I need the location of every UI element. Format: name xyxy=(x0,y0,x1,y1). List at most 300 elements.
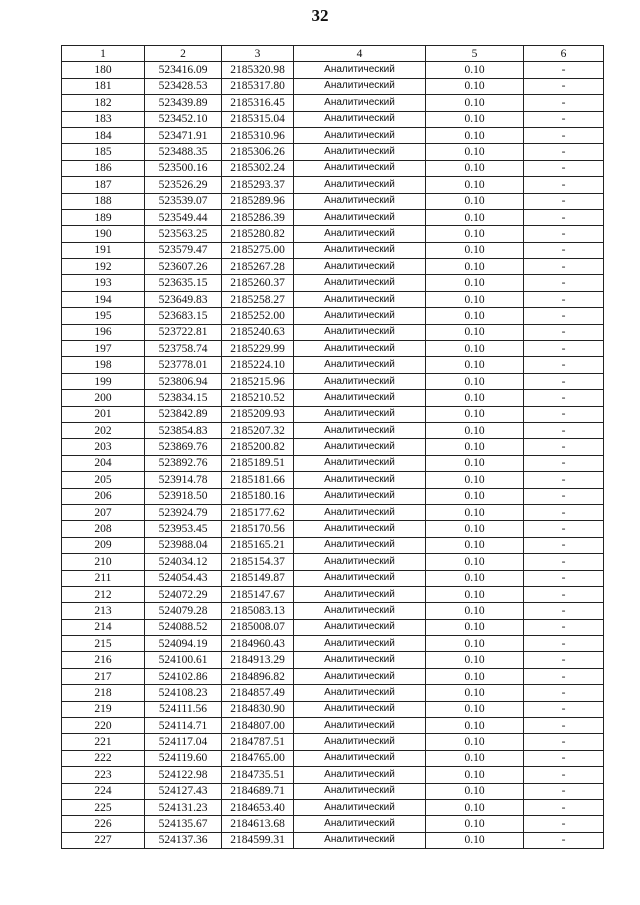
y-coordinate-cell: 2185181.66 xyxy=(222,472,294,488)
method-cell: Аналитический xyxy=(294,308,426,324)
accuracy-cell: 0.10 xyxy=(426,685,524,701)
method-cell: Аналитический xyxy=(294,586,426,602)
accuracy-cell: 0.10 xyxy=(426,160,524,176)
table-row xyxy=(62,668,604,684)
column-header-3: 3 xyxy=(222,46,294,62)
y-coordinate-cell: 2184653.40 xyxy=(222,799,294,815)
table-row xyxy=(62,242,604,258)
note-cell: - xyxy=(524,439,604,455)
accuracy-cell: 0.10 xyxy=(426,422,524,438)
table-row xyxy=(62,291,604,307)
page-number: 32 xyxy=(311,6,329,25)
note-cell: - xyxy=(524,734,604,750)
point-number-cell: 214 xyxy=(62,619,145,635)
note-cell: - xyxy=(524,521,604,537)
method-cell: Аналитический xyxy=(294,373,426,389)
method-cell: Аналитический xyxy=(294,488,426,504)
y-coordinate-cell: 2185224.10 xyxy=(222,357,294,373)
table-row xyxy=(62,472,604,488)
y-coordinate-cell: 2185302.24 xyxy=(222,160,294,176)
table-row xyxy=(62,816,604,832)
note-cell: - xyxy=(524,373,604,389)
method-cell: Аналитический xyxy=(294,127,426,143)
y-coordinate-cell: 2185189.51 xyxy=(222,455,294,471)
point-number-cell: 212 xyxy=(62,586,145,602)
method-cell: Аналитический xyxy=(294,701,426,717)
y-coordinate-cell: 2185083.13 xyxy=(222,603,294,619)
accuracy-cell: 0.10 xyxy=(426,734,524,750)
x-coordinate-cell: 523834.15 xyxy=(145,390,222,406)
y-coordinate-cell: 2185252.00 xyxy=(222,308,294,324)
point-number-cell: 183 xyxy=(62,111,145,127)
x-coordinate-cell: 524114.71 xyxy=(145,718,222,734)
y-coordinate-cell: 2185286.39 xyxy=(222,209,294,225)
method-cell: Аналитический xyxy=(294,750,426,766)
note-cell: - xyxy=(524,111,604,127)
y-coordinate-cell: 2184857.49 xyxy=(222,685,294,701)
table-row xyxy=(62,685,604,701)
note-cell: - xyxy=(524,341,604,357)
method-cell: Аналитический xyxy=(294,636,426,652)
accuracy-cell: 0.10 xyxy=(426,718,524,734)
note-cell: - xyxy=(524,718,604,734)
note-cell: - xyxy=(524,324,604,340)
table-row xyxy=(62,832,604,848)
y-coordinate-cell: 2184787.51 xyxy=(222,734,294,750)
method-cell: Аналитический xyxy=(294,422,426,438)
x-coordinate-cell: 523488.35 xyxy=(145,144,222,160)
column-header-5: 5 xyxy=(426,46,524,62)
method-cell: Аналитический xyxy=(294,652,426,668)
note-cell: - xyxy=(524,357,604,373)
accuracy-cell: 0.10 xyxy=(426,193,524,209)
note-cell: - xyxy=(524,701,604,717)
note-cell: - xyxy=(524,177,604,193)
table-row xyxy=(62,455,604,471)
y-coordinate-cell: 2185154.37 xyxy=(222,554,294,570)
accuracy-cell: 0.10 xyxy=(426,652,524,668)
note-cell: - xyxy=(524,259,604,275)
accuracy-cell: 0.10 xyxy=(426,767,524,783)
point-number-cell: 189 xyxy=(62,209,145,225)
x-coordinate-cell: 524088.52 xyxy=(145,619,222,635)
point-number-cell: 185 xyxy=(62,144,145,160)
x-coordinate-cell: 524117.04 xyxy=(145,734,222,750)
x-coordinate-cell: 523854.83 xyxy=(145,422,222,438)
note-cell: - xyxy=(524,504,604,520)
x-coordinate-cell: 523452.10 xyxy=(145,111,222,127)
method-cell: Аналитический xyxy=(294,341,426,357)
y-coordinate-cell: 2184735.51 xyxy=(222,767,294,783)
accuracy-cell: 0.10 xyxy=(426,341,524,357)
method-cell: Аналитический xyxy=(294,324,426,340)
note-cell: - xyxy=(524,209,604,225)
point-number-cell: 190 xyxy=(62,226,145,242)
method-cell: Аналитический xyxy=(294,816,426,832)
point-number-cell: 210 xyxy=(62,554,145,570)
table-row xyxy=(62,144,604,160)
method-cell: Аналитический xyxy=(294,95,426,111)
method-cell: Аналитический xyxy=(294,718,426,734)
y-coordinate-cell: 2184830.90 xyxy=(222,701,294,717)
accuracy-cell: 0.10 xyxy=(426,390,524,406)
method-cell: Аналитический xyxy=(294,767,426,783)
accuracy-cell: 0.10 xyxy=(426,111,524,127)
point-number-cell: 204 xyxy=(62,455,145,471)
method-cell: Аналитический xyxy=(294,832,426,848)
table-row xyxy=(62,226,604,242)
x-coordinate-cell: 523953.45 xyxy=(145,521,222,537)
method-cell: Аналитический xyxy=(294,160,426,176)
note-cell: - xyxy=(524,160,604,176)
y-coordinate-cell: 2184807.00 xyxy=(222,718,294,734)
y-coordinate-cell: 2184913.29 xyxy=(222,652,294,668)
method-cell: Аналитический xyxy=(294,62,426,78)
method-cell: Аналитический xyxy=(294,554,426,570)
point-number-cell: 209 xyxy=(62,537,145,553)
x-coordinate-cell: 524102.86 xyxy=(145,668,222,684)
table-row xyxy=(62,95,604,111)
column-header-6: 6 xyxy=(524,46,604,62)
x-coordinate-cell: 524122.98 xyxy=(145,767,222,783)
accuracy-cell: 0.10 xyxy=(426,373,524,389)
y-coordinate-cell: 2185207.32 xyxy=(222,422,294,438)
accuracy-cell: 0.10 xyxy=(426,259,524,275)
table-row xyxy=(62,521,604,537)
y-coordinate-cell: 2184765.00 xyxy=(222,750,294,766)
x-coordinate-cell: 523579.47 xyxy=(145,242,222,258)
table-row xyxy=(62,570,604,586)
point-number-cell: 198 xyxy=(62,357,145,373)
y-coordinate-cell: 2185317.80 xyxy=(222,78,294,94)
note-cell: - xyxy=(524,390,604,406)
y-coordinate-cell: 2185229.99 xyxy=(222,341,294,357)
accuracy-cell: 0.10 xyxy=(426,177,524,193)
table-row xyxy=(62,341,604,357)
method-cell: Аналитический xyxy=(294,455,426,471)
method-cell: Аналитический xyxy=(294,783,426,799)
table-header xyxy=(62,46,604,62)
point-number-cell: 220 xyxy=(62,718,145,734)
table-row xyxy=(62,783,604,799)
point-number-cell: 186 xyxy=(62,160,145,176)
table-row xyxy=(62,373,604,389)
y-coordinate-cell: 2184896.82 xyxy=(222,668,294,684)
method-cell: Аналитический xyxy=(294,390,426,406)
accuracy-cell: 0.10 xyxy=(426,324,524,340)
point-number-cell: 195 xyxy=(62,308,145,324)
note-cell: - xyxy=(524,193,604,209)
note-cell: - xyxy=(524,455,604,471)
point-number-cell: 223 xyxy=(62,767,145,783)
method-cell: Аналитический xyxy=(294,603,426,619)
point-number-cell: 187 xyxy=(62,177,145,193)
accuracy-cell: 0.10 xyxy=(426,668,524,684)
note-cell: - xyxy=(524,570,604,586)
note-cell: - xyxy=(524,816,604,832)
x-coordinate-cell: 523758.74 xyxy=(145,341,222,357)
note-cell: - xyxy=(524,750,604,766)
y-coordinate-cell: 2185149.87 xyxy=(222,570,294,586)
point-number-cell: 206 xyxy=(62,488,145,504)
accuracy-cell: 0.10 xyxy=(426,291,524,307)
table-body xyxy=(62,62,604,849)
x-coordinate-cell: 524094.19 xyxy=(145,636,222,652)
y-coordinate-cell: 2185165.21 xyxy=(222,537,294,553)
point-number-cell: 192 xyxy=(62,259,145,275)
x-coordinate-cell: 524100.61 xyxy=(145,652,222,668)
method-cell: Аналитический xyxy=(294,521,426,537)
note-cell: - xyxy=(524,472,604,488)
accuracy-cell: 0.10 xyxy=(426,832,524,848)
table-row xyxy=(62,488,604,504)
note-cell: - xyxy=(524,799,604,815)
method-cell: Аналитический xyxy=(294,619,426,635)
note-cell: - xyxy=(524,95,604,111)
x-coordinate-cell: 523649.83 xyxy=(145,291,222,307)
x-coordinate-cell: 524137.36 xyxy=(145,832,222,848)
method-cell: Аналитический xyxy=(294,193,426,209)
accuracy-cell: 0.10 xyxy=(426,62,524,78)
y-coordinate-cell: 2185209.93 xyxy=(222,406,294,422)
table-row xyxy=(62,439,604,455)
note-cell: - xyxy=(524,685,604,701)
x-coordinate-cell: 523549.44 xyxy=(145,209,222,225)
method-cell: Аналитический xyxy=(294,144,426,160)
accuracy-cell: 0.10 xyxy=(426,537,524,553)
point-number-cell: 205 xyxy=(62,472,145,488)
y-coordinate-cell: 2185258.27 xyxy=(222,291,294,307)
table-row xyxy=(62,750,604,766)
accuracy-cell: 0.10 xyxy=(426,455,524,471)
point-number-cell: 184 xyxy=(62,127,145,143)
point-number-cell: 224 xyxy=(62,783,145,799)
x-coordinate-cell: 523918.50 xyxy=(145,488,222,504)
method-cell: Аналитический xyxy=(294,406,426,422)
method-cell: Аналитический xyxy=(294,78,426,94)
point-number-cell: 193 xyxy=(62,275,145,291)
table-row xyxy=(62,652,604,668)
point-number-cell: 188 xyxy=(62,193,145,209)
x-coordinate-cell: 523439.89 xyxy=(145,95,222,111)
table-row xyxy=(62,62,604,78)
x-coordinate-cell: 523914.78 xyxy=(145,472,222,488)
y-coordinate-cell: 2185147.67 xyxy=(222,586,294,602)
note-cell: - xyxy=(524,226,604,242)
point-number-cell: 217 xyxy=(62,668,145,684)
table-row xyxy=(62,603,604,619)
table-row xyxy=(62,259,604,275)
x-coordinate-cell: 524131.23 xyxy=(145,799,222,815)
y-coordinate-cell: 2185310.96 xyxy=(222,127,294,143)
accuracy-cell: 0.10 xyxy=(426,783,524,799)
note-cell: - xyxy=(524,144,604,160)
column-header-2: 2 xyxy=(145,46,222,62)
method-cell: Аналитический xyxy=(294,226,426,242)
x-coordinate-cell: 523471.91 xyxy=(145,127,222,143)
y-coordinate-cell: 2185170.56 xyxy=(222,521,294,537)
method-cell: Аналитический xyxy=(294,177,426,193)
point-number-cell: 203 xyxy=(62,439,145,455)
point-number-cell: 201 xyxy=(62,406,145,422)
accuracy-cell: 0.10 xyxy=(426,127,524,143)
x-coordinate-cell: 523428.53 xyxy=(145,78,222,94)
point-number-cell: 208 xyxy=(62,521,145,537)
y-coordinate-cell: 2185260.37 xyxy=(222,275,294,291)
accuracy-cell: 0.10 xyxy=(426,95,524,111)
table-row xyxy=(62,636,604,652)
y-coordinate-cell: 2184960.43 xyxy=(222,636,294,652)
point-number-cell: 182 xyxy=(62,95,145,111)
accuracy-cell: 0.10 xyxy=(426,521,524,537)
point-number-cell: 213 xyxy=(62,603,145,619)
method-cell: Аналитический xyxy=(294,357,426,373)
table-row xyxy=(62,406,604,422)
accuracy-cell: 0.10 xyxy=(426,144,524,160)
y-coordinate-cell: 2185267.28 xyxy=(222,259,294,275)
y-coordinate-cell: 2185306.26 xyxy=(222,144,294,160)
accuracy-cell: 0.10 xyxy=(426,472,524,488)
note-cell: - xyxy=(524,668,604,684)
table-row xyxy=(62,275,604,291)
note-cell: - xyxy=(524,767,604,783)
y-coordinate-cell: 2184613.68 xyxy=(222,816,294,832)
point-number-cell: 194 xyxy=(62,291,145,307)
note-cell: - xyxy=(524,488,604,504)
point-number-cell: 215 xyxy=(62,636,145,652)
table-row xyxy=(62,799,604,815)
x-coordinate-cell: 523539.07 xyxy=(145,193,222,209)
point-number-cell: 218 xyxy=(62,685,145,701)
x-coordinate-cell: 523635.15 xyxy=(145,275,222,291)
note-cell: - xyxy=(524,242,604,258)
note-cell: - xyxy=(524,406,604,422)
x-coordinate-cell: 523722.81 xyxy=(145,324,222,340)
table-row xyxy=(62,701,604,717)
note-cell: - xyxy=(524,308,604,324)
x-coordinate-cell: 523683.15 xyxy=(145,308,222,324)
table-row xyxy=(62,308,604,324)
accuracy-cell: 0.10 xyxy=(426,816,524,832)
table-row xyxy=(62,177,604,193)
accuracy-cell: 0.10 xyxy=(426,554,524,570)
method-cell: Аналитический xyxy=(294,275,426,291)
method-cell: Аналитический xyxy=(294,685,426,701)
table-row xyxy=(62,357,604,373)
note-cell: - xyxy=(524,554,604,570)
accuracy-cell: 0.10 xyxy=(426,357,524,373)
method-cell: Аналитический xyxy=(294,209,426,225)
note-cell: - xyxy=(524,832,604,848)
x-coordinate-cell: 523869.76 xyxy=(145,439,222,455)
table-row xyxy=(62,537,604,553)
accuracy-cell: 0.10 xyxy=(426,619,524,635)
table-row xyxy=(62,718,604,734)
point-number-cell: 227 xyxy=(62,832,145,848)
y-coordinate-cell: 2184599.31 xyxy=(222,832,294,848)
point-number-cell: 202 xyxy=(62,422,145,438)
y-coordinate-cell: 2185177.62 xyxy=(222,504,294,520)
point-number-cell: 226 xyxy=(62,816,145,832)
y-coordinate-cell: 2184689.71 xyxy=(222,783,294,799)
note-cell: - xyxy=(524,636,604,652)
accuracy-cell: 0.10 xyxy=(426,242,524,258)
column-header-1: 1 xyxy=(62,46,145,62)
x-coordinate-cell: 524108.23 xyxy=(145,685,222,701)
method-cell: Аналитический xyxy=(294,799,426,815)
method-cell: Аналитический xyxy=(294,668,426,684)
note-cell: - xyxy=(524,291,604,307)
method-cell: Аналитический xyxy=(294,734,426,750)
table-row xyxy=(62,767,604,783)
table-row xyxy=(62,554,604,570)
table-row xyxy=(62,619,604,635)
point-number-cell: 207 xyxy=(62,504,145,520)
accuracy-cell: 0.10 xyxy=(426,504,524,520)
accuracy-cell: 0.10 xyxy=(426,78,524,94)
x-coordinate-cell: 524072.29 xyxy=(145,586,222,602)
accuracy-cell: 0.10 xyxy=(426,488,524,504)
table-row xyxy=(62,390,604,406)
note-cell: - xyxy=(524,783,604,799)
accuracy-cell: 0.10 xyxy=(426,799,524,815)
method-cell: Аналитический xyxy=(294,472,426,488)
accuracy-cell: 0.10 xyxy=(426,701,524,717)
point-number-cell: 211 xyxy=(62,570,145,586)
point-number-cell: 181 xyxy=(62,78,145,94)
point-number-cell: 191 xyxy=(62,242,145,258)
note-cell: - xyxy=(524,78,604,94)
x-coordinate-cell: 523806.94 xyxy=(145,373,222,389)
x-coordinate-cell: 524079.28 xyxy=(145,603,222,619)
method-cell: Аналитический xyxy=(294,570,426,586)
x-coordinate-cell: 523526.29 xyxy=(145,177,222,193)
method-cell: Аналитический xyxy=(294,439,426,455)
x-coordinate-cell: 524135.67 xyxy=(145,816,222,832)
point-number-cell: 216 xyxy=(62,652,145,668)
accuracy-cell: 0.10 xyxy=(426,226,524,242)
x-coordinate-cell: 523924.79 xyxy=(145,504,222,520)
table-row xyxy=(62,422,604,438)
x-coordinate-cell: 524111.56 xyxy=(145,701,222,717)
note-cell: - xyxy=(524,603,604,619)
y-coordinate-cell: 2185293.37 xyxy=(222,177,294,193)
x-coordinate-cell: 523842.89 xyxy=(145,406,222,422)
method-cell: Аналитический xyxy=(294,291,426,307)
accuracy-cell: 0.10 xyxy=(426,275,524,291)
y-coordinate-cell: 2185289.96 xyxy=(222,193,294,209)
point-number-cell: 222 xyxy=(62,750,145,766)
y-coordinate-cell: 2185008.07 xyxy=(222,619,294,635)
y-coordinate-cell: 2185320.98 xyxy=(222,62,294,78)
x-coordinate-cell: 523607.26 xyxy=(145,259,222,275)
point-number-cell: 196 xyxy=(62,324,145,340)
note-cell: - xyxy=(524,586,604,602)
column-header-4: 4 xyxy=(294,46,426,62)
y-coordinate-cell: 2185280.82 xyxy=(222,226,294,242)
point-number-cell: 199 xyxy=(62,373,145,389)
method-cell: Аналитический xyxy=(294,504,426,520)
method-cell: Аналитический xyxy=(294,111,426,127)
accuracy-cell: 0.10 xyxy=(426,603,524,619)
method-cell: Аналитический xyxy=(294,259,426,275)
note-cell: - xyxy=(524,422,604,438)
accuracy-cell: 0.10 xyxy=(426,209,524,225)
x-coordinate-cell: 523500.16 xyxy=(145,160,222,176)
coordinates-table xyxy=(61,45,604,849)
x-coordinate-cell: 523988.04 xyxy=(145,537,222,553)
point-number-cell: 221 xyxy=(62,734,145,750)
